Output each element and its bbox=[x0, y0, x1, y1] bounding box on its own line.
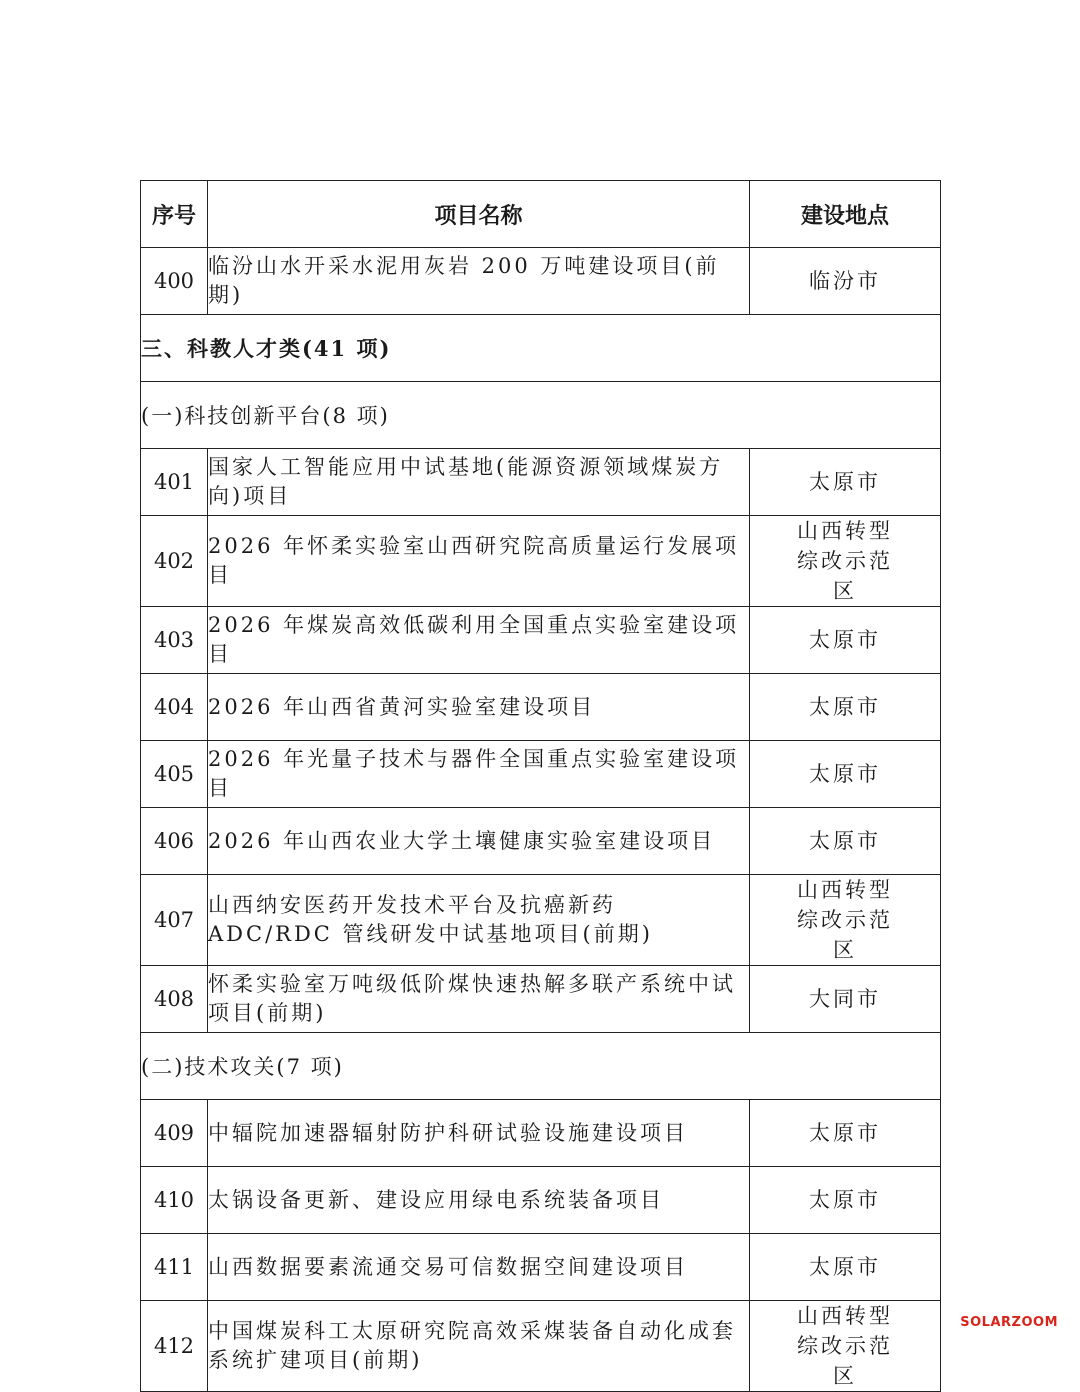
row-project-name: 2026 年山西省黄河实验室建设项目 bbox=[208, 674, 750, 741]
row-no: 410 bbox=[141, 1167, 208, 1234]
subsection-title: (二)技术攻关(7 项) bbox=[141, 1033, 941, 1100]
row-project-name: 山西纳安医药开发技术平台及抗癌新药 ADC/RDC 管线研发中试基地项目(前期) bbox=[208, 875, 750, 966]
table-row bbox=[141, 741, 941, 808]
table-row bbox=[141, 966, 941, 1033]
row-location: 太原市 bbox=[750, 674, 941, 741]
row-location: 临汾市 bbox=[750, 248, 941, 315]
row-location: 山西转型综改示范区 bbox=[750, 516, 941, 607]
table-row bbox=[141, 449, 941, 516]
row-location: 太原市 bbox=[750, 1234, 941, 1301]
row-no: 404 bbox=[141, 674, 208, 741]
table-row bbox=[141, 607, 941, 674]
table-row bbox=[141, 248, 941, 315]
table-row bbox=[141, 875, 941, 966]
watermark-text: SOLARZOOM bbox=[960, 1315, 1058, 1330]
row-project-name: 2026 年山西农业大学土壤健康实验室建设项目 bbox=[208, 808, 750, 875]
row-location: 太原市 bbox=[750, 449, 941, 516]
row-location: 太原市 bbox=[750, 741, 941, 808]
row-no: 406 bbox=[141, 808, 208, 875]
header-serial-no: 序号 bbox=[141, 181, 208, 248]
row-location: 大同市 bbox=[750, 966, 941, 1033]
section-title: 三、科教人才类(41 项) bbox=[141, 315, 941, 382]
table-row bbox=[141, 1301, 941, 1392]
row-location: 太原市 bbox=[750, 607, 941, 674]
row-project-name: 国家人工智能应用中试基地(能源资源领域煤炭方向)项目 bbox=[208, 449, 750, 516]
row-no: 409 bbox=[141, 1100, 208, 1167]
row-project-name: 临汾山水开采水泥用灰岩 200 万吨建设项目(前期) bbox=[208, 248, 750, 315]
row-project-name: 太锅设备更新、建设应用绿电系统装备项目 bbox=[208, 1167, 750, 1234]
row-no: 408 bbox=[141, 966, 208, 1033]
row-no: 407 bbox=[141, 875, 208, 966]
section-row bbox=[141, 315, 941, 382]
row-location: 太原市 bbox=[750, 808, 941, 875]
subsection-row bbox=[141, 1033, 941, 1100]
subsection-row bbox=[141, 382, 941, 449]
table-header-row bbox=[141, 181, 941, 248]
row-location: 太原市 bbox=[750, 1100, 941, 1167]
row-no: 401 bbox=[141, 449, 208, 516]
project-table bbox=[140, 180, 941, 1392]
row-project-name: 怀柔实验室万吨级低阶煤快速热解多联产系统中试项目(前期) bbox=[208, 966, 750, 1033]
row-no: 411 bbox=[141, 1234, 208, 1301]
subsection-title: (一)科技创新平台(8 项) bbox=[141, 382, 941, 449]
row-project-name: 2026 年怀柔实验室山西研究院高质量运行发展项目 bbox=[208, 516, 750, 607]
table-row bbox=[141, 1167, 941, 1234]
row-project-name: 2026 年光量子技术与器件全国重点实验室建设项目 bbox=[208, 741, 750, 808]
table-row bbox=[141, 674, 941, 741]
row-location: 太原市 bbox=[750, 1167, 941, 1234]
row-no: 403 bbox=[141, 607, 208, 674]
row-location: 山西转型综改示范区 bbox=[750, 1301, 941, 1392]
row-no: 402 bbox=[141, 516, 208, 607]
row-project-name: 中辐院加速器辐射防护科研试验设施建设项目 bbox=[208, 1100, 750, 1167]
row-project-name: 2026 年煤炭高效低碳利用全国重点实验室建设项目 bbox=[208, 607, 750, 674]
header-location: 建设地点 bbox=[750, 181, 941, 248]
table-row bbox=[141, 808, 941, 875]
row-no: 412 bbox=[141, 1301, 208, 1392]
table-row bbox=[141, 516, 941, 607]
row-no: 400 bbox=[141, 248, 208, 315]
header-project-name: 项目名称 bbox=[208, 181, 750, 248]
row-project-name: 山西数据要素流通交易可信数据空间建设项目 bbox=[208, 1234, 750, 1301]
table-row bbox=[141, 1100, 941, 1167]
row-no: 405 bbox=[141, 741, 208, 808]
row-project-name: 中国煤炭科工太原研究院高效采煤装备自动化成套系统扩建项目(前期) bbox=[208, 1301, 750, 1392]
row-location: 山西转型综改示范区 bbox=[750, 875, 941, 966]
table-row bbox=[141, 1234, 941, 1301]
